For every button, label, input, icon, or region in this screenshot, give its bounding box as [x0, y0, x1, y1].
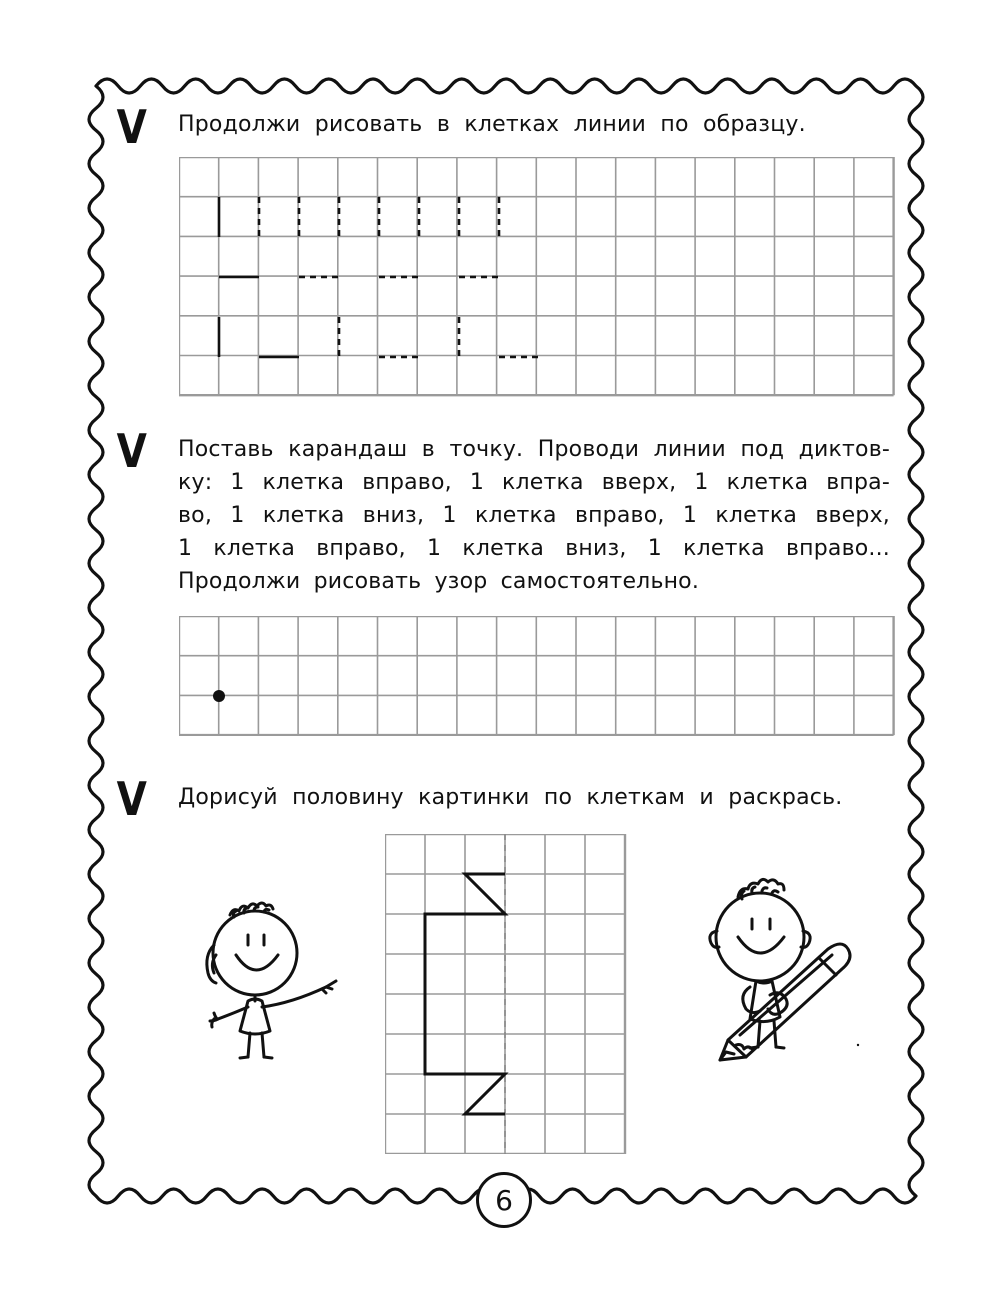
- task-2-instruction: [178, 433, 890, 598]
- start-dot: [213, 690, 225, 702]
- decorative-dot: [857, 1044, 859, 1046]
- page-number-badge: [476, 1172, 532, 1228]
- instruction-line: ку: 1 клетка вправо, 1 клетка вверх, 1 клетка впра-: [178, 470, 890, 495]
- page-number: 6: [495, 1183, 513, 1217]
- sample-pattern-lines: [219, 197, 539, 357]
- instruction-line: Поставь карандаш в точку. Проводи линии под диктов-: [178, 437, 890, 462]
- check-mark-icon: V: [116, 100, 147, 154]
- boy-with-pencil-illustration: [700, 875, 870, 1070]
- girl-pointing-illustration: [190, 895, 350, 1065]
- task-2-grid: [179, 616, 895, 736]
- instruction-line: во, 1 клетка вниз, 1 клетка вправо, 1 клетка вверх,: [178, 503, 890, 528]
- task-3-symmetry-grid: [385, 834, 627, 1154]
- task-3-instruction: Дорисуй половину картинки по клеткам и раскрась.: [178, 785, 843, 810]
- check-mark-icon: V: [116, 772, 147, 826]
- task-1-instruction: Продолжи рисовать в клетках линии по образцу.: [178, 112, 806, 137]
- check-mark-icon: V: [116, 424, 147, 478]
- task-1-grid: [179, 157, 895, 397]
- instruction-line: Продолжи рисовать узор самостоятельно.: [178, 569, 700, 594]
- instruction-line: 1 клетка вправо, 1 клетка вниз, 1 клетка вправо...: [178, 536, 890, 561]
